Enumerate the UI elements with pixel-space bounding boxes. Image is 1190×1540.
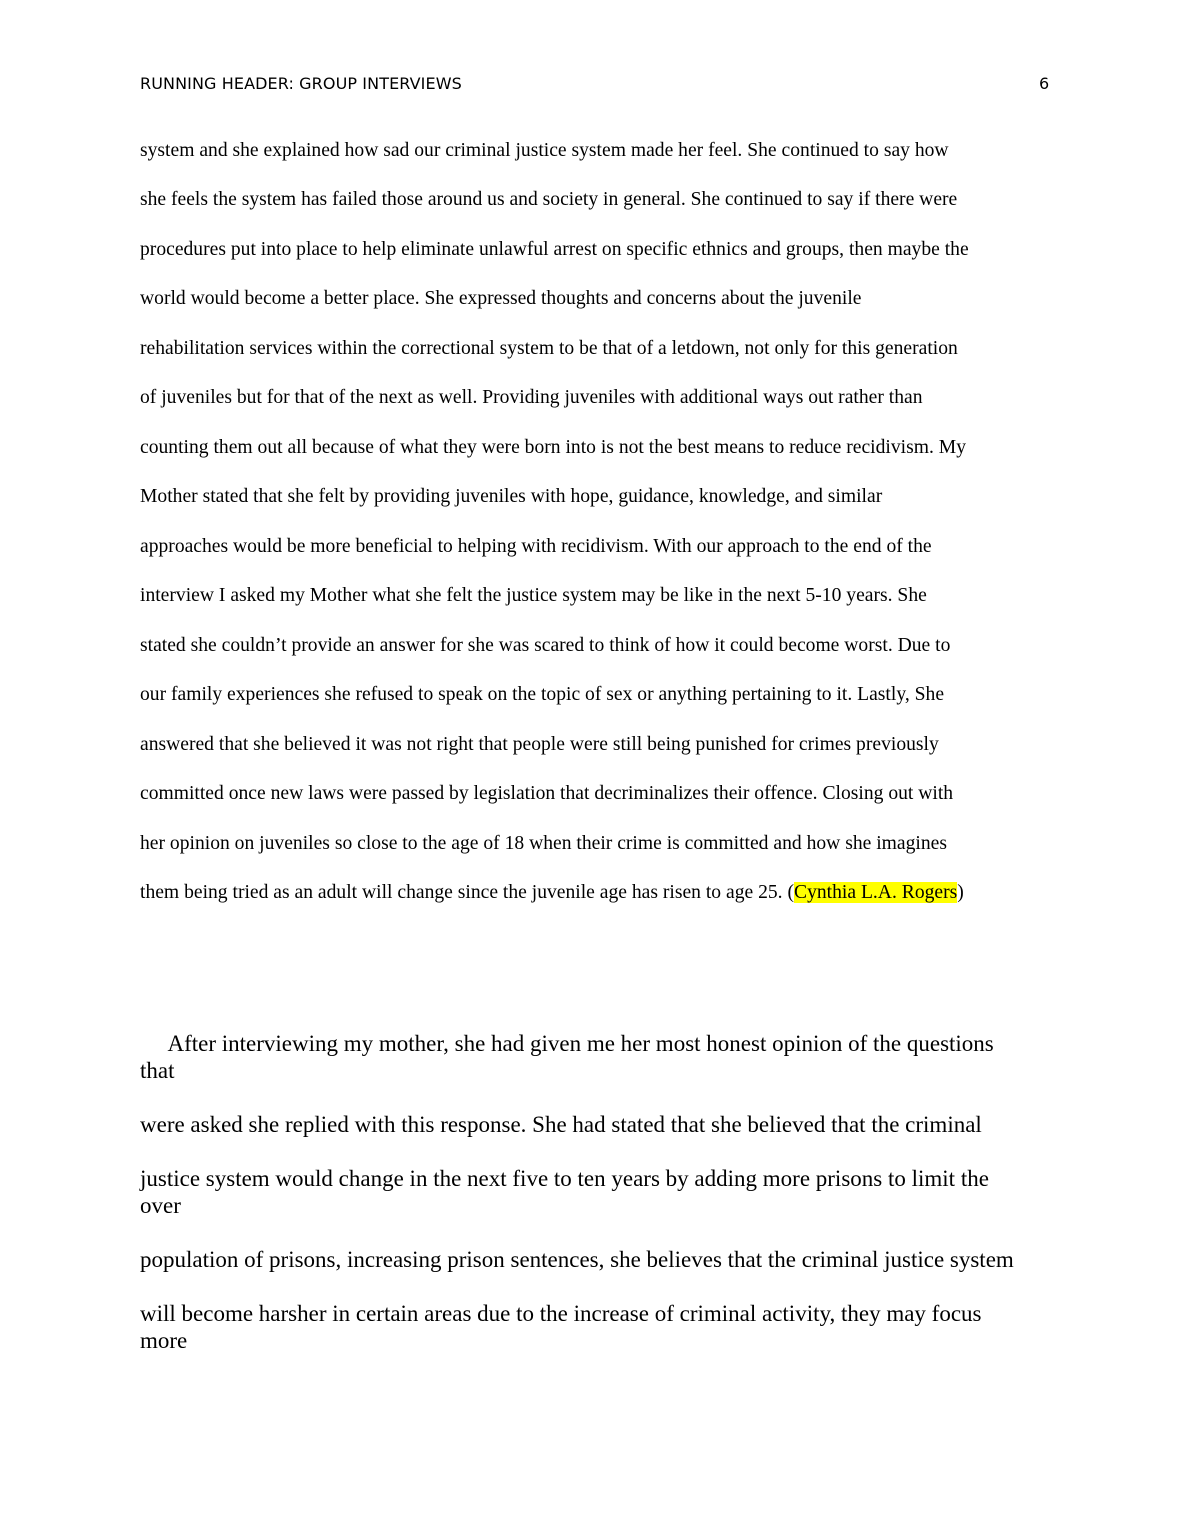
body-line-citation bbox=[140, 881, 964, 905]
body-line: she feels the system has failed those around us and society in general. She continued to say if there were bbox=[140, 189, 958, 210]
body-line: Mother stated that she felt by providing juveniles with hope, guidance, knowledge, and similar bbox=[140, 486, 883, 507]
section-line: justice system would change in the next five to ten years by adding more prisons to limit the bbox=[140, 1166, 989, 1191]
citation-close-paren: ) bbox=[957, 882, 964, 903]
section-line: After interviewing my mother, she had given me her most honest opinion of the questions bbox=[140, 1031, 994, 1056]
body-line: answered that she believed it was not right that people were still being punished for crimes previously bbox=[140, 734, 939, 755]
section-line: population of prisons, increasing prison sentences, she believes that the criminal justice system bbox=[140, 1247, 1014, 1272]
body-line: committed once new laws were passed by legislation that decriminalizes their offence. Closing out with bbox=[140, 783, 954, 804]
body-line-text: them being tried as an adult will change since the juvenile age has risen to age 25. ( bbox=[140, 882, 794, 903]
section-line: more bbox=[140, 1328, 188, 1353]
body-line: stated she couldn’t provide an answer for she was scared to think of how it could become worst. Due to bbox=[140, 635, 951, 656]
body-line: our family experiences she refused to speak on the topic of sex or anything pertaining to it. Lastly, She bbox=[140, 684, 945, 705]
body-line: rehabilitation services within the correctional system to be that of a letdown, not only for this generation bbox=[140, 338, 958, 359]
section-line: were asked she replied with this response. She had stated that she believed that the criminal bbox=[140, 1112, 982, 1137]
section-line: will become harsher in certain areas due to the increase of criminal activity, they may focus bbox=[140, 1301, 982, 1326]
citation-author-highlight: Cynthia L.A. Rogers bbox=[794, 882, 958, 903]
body-line: world would become a better place. She expressed thoughts and concerns about the juvenile bbox=[140, 288, 862, 309]
body-line: procedures put into place to help eliminate unlawful arrest on specific ethnics and groups, then maybe the bbox=[140, 239, 969, 260]
body-line: counting them out all because of what they were born into is not the best means to reduce recidivism. My bbox=[140, 437, 966, 458]
body-line: approaches would be more beneficial to helping with recidivism. With our approach to the end of the bbox=[140, 536, 932, 557]
section-line: over bbox=[140, 1193, 181, 1218]
body-line: system and she explained how sad our criminal justice system made her feel. She continued to say how bbox=[140, 140, 949, 161]
body-line: interview I asked my Mother what she felt the justice system may be like in the next 5-10 years. She bbox=[140, 585, 927, 606]
running-header-title: RUNNING HEADER: GROUP INTERVIEWS bbox=[140, 74, 462, 93]
body-line: of juveniles but for that of the next as well. Providing juveniles with additional ways out rather than bbox=[140, 387, 923, 408]
page-number: 6 bbox=[1039, 74, 1050, 93]
body-line: her opinion on juveniles so close to the age of 18 when their crime is committed and how she imagines bbox=[140, 833, 947, 854]
section-line: that bbox=[140, 1058, 175, 1083]
